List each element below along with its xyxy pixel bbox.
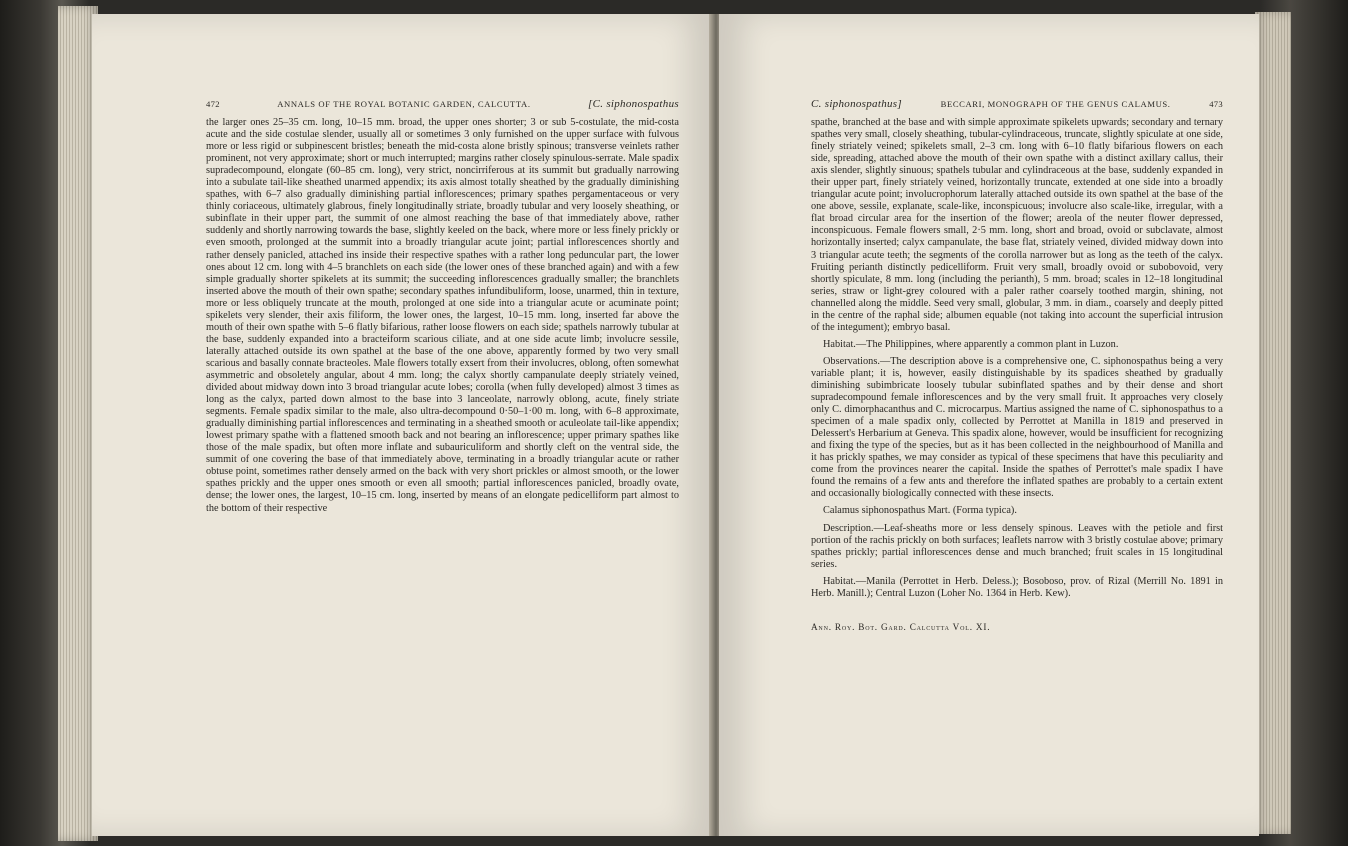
right-paragraph-description-2: Description.—Leaf-sheaths more or less densely spinous. Leaves with the petiole and first portion of the rachis prickly on both surfaces; leaflets narrow with 3 bristly costulae above; primary spathes prickly; partial inflorescences dense and much branched; fruit scales in 15 longitudinal series.	[811, 522, 1223, 570]
left-page	[92, 14, 713, 836]
right-paragraph-habitat: Habitat.—The Philippines, where apparently a common plant in Luzon.	[823, 338, 1119, 350]
right-section-label: C. siphonospathus]	[811, 98, 902, 110]
left-page-header	[206, 98, 679, 110]
right-paragraph-forma-typica: Calamus siphonospathus Mart. (Forma typica).	[823, 505, 1017, 517]
right-page-text	[811, 117, 1223, 600]
left-running-title: ANNALS OF THE ROYAL BOTANIC GARDEN, CALCUTTA.	[277, 99, 531, 109]
left-paragraph: the larger ones 25–35 cm. long, 10–15 mm. broad, the upper ones shorter; 3 or sub 5-costulate, the mid-costa acute and the side costulae slender, usually all or sometimes 3 only furnished on the upper surface with fulvous more or less rigid or subpinescent bristles; beneath the mid-costa alone bristly spinous; transverse veinlets rather prominent, not very approximate; short or much interrupted; margins rather closely spinulous-serrate. Male spadix supradecompound, elongate (60–85 cm. long), very strict, noncirriferous at its summit but gradually narrowing into a subulate tail-like sheathed unarmed appendix; its axis almost totally sheathed by the gradually diminishing spathes, with 6–7 also gradually diminishing partial inflorescences; primary spathes pergamentaceous or very thinly coriaceous, ultimately glabrous, finely longitudinally striate, broadly tubular and very loosely sheathing, or subinflate in their upper part, the summit of one almost reaching the base of that immediately above, rather suddenly and shortly narrowing towards the base, slightly keeled on the back, where more or less finely prickly or even smooth, prolonged at the summit into a broadly triangular acute joint; partial inflorescences shortly and rather densely panicled, attached ins inside their respective spathes with a rather long peduncular part, the lower ones about 12 cm. long with 4–5 branchlets on each side (the lower ones of these branched again) and with a few simple gradually shorter spikelets at its summit; the succeeding inflorescences gradually smaller; the branchlets inserted above the mouth of their own spathe; secondary spathes infundibuliform, loose, unarmed, thin in texture, more or less obliquely truncate at the mouth, prolonged at one side into a triangular acute or acuminate point; spikelets very slender, their axis filiform, the lower ones, the largest, 10–15 mm. long, inserted far above the mouth of their own spathe with 5–6 flatly bifarious, rather loose flowers on each side; spathels narrowly tubular at the base, suddenly expanded into a bracteiform scarious ciliate, and at one side acute limb; involucre sessile, laterally attached outside its own spathel at the base of the one above, apparently formed by two very small scarious and basally connate bracteoles. Male flowers totally exsert from their involucres, oblong, often somewhat asymmetric and obsoletely angular, about 4 mm. long; the calyx shortly campanulate deeply striately veined, divided about midway down into 3 broad triangular acute lobes; corolla (when fully developed) almost 3 times as long as the calyx, parted down almost to the base into 3 lanceolate, narrowly oblong, acute, finely striate segments. Female spadix similar to the male, also ultra-decompound 0·50–1·00 m. long, with 6–8 approximate, gradually diminishing partial inflorescences and terminating in a sheathed smooth or aculeolate tail-like appendix; lowest primary spathe with a flattened smooth back and not bearing an inflorescence; upper primary spathes like those of the male spadix, but often more inflate and subauriculiform and shortly cleft on the ventral side, the summit of one covering the base of that immediately above, terminating in a broadly triangular acute or rather obtuse point, sometimes rather densely armed on the back with very short prickles or almost smooth, or the lower spathes prickly and the upper ones smooth or even all smooth; partial inflorescences panicled, broadly ovate, dense; the lower ones, the largest, 10–15 cm. long, inserted by means of an elongate pedicelliform part almost to the bottom of their respective	[206, 117, 679, 514]
right-page-number: 473	[1209, 99, 1223, 109]
right-page-header	[811, 98, 1223, 110]
right-paragraph-habitat-2: Habitat.—Manila (Perrottet in Herb. Deless.); Bosoboso, prov. of Rizal (Merrill No. 1891 in Herb. Manill.); Central Luzon (Loher No. 1364 in Herb. Kew).	[811, 575, 1223, 599]
right-page-footer: Ann. Roy. Bot. Gard. Calcutta Vol. XI.	[811, 621, 991, 632]
right-page	[719, 14, 1259, 836]
left-page-number: 472	[206, 99, 220, 109]
left-section-label: [C. siphonospathus	[588, 98, 679, 110]
right-paragraph-observations: Observations.—The description above is a comprehensive one, C. siphonospathus being a very variable plant; it is, however, easily distinguishable by its spadices sheathed by gradually diminishing subimbricate loosely tubular subinflated spathes and by their dense and short supradecompound female inflorescences and by the very small fruit. It approaches very closely only C. dimorphacanthus and C. microcarpus. Martius assigned the name of C. siphonospathus to a specimen of a male spadix only, collected by Perrottet at Manilla in 1819 and preserved in Delessert's Herbarium at Geneva. This spadix alone, however, would be insufficient for recognizing and fixing the type of the species, but as it has been collected in the neighbourhood of Manilla and it has prickly spathes, we may consider as typical of these specimens that have this peculiarity and come from the provinces nearer the capital. Inside the spathes of Perrottet's male spadix I have found the remains of a few ants and therefore the inflated spathes are probably to a certain extent and occasionally biologically connected with these insects.	[811, 355, 1223, 500]
right-paragraph-description: spathe, branched at the base and with simple approximate spikelets upwards; secondary and ternary spathes very small, closely sheathing, tubular-cylindraceous, truncate, slightly spiculate at one side, finely striately veined; spikelets small, 2–3 cm. long with 6–10 flatly bifarious flowers on each side, spreading, attached above the mouth of their own spathe with a distinct axillary callus, their axis slender, slightly sinuous; spathels tubular and cylindraceous at the base, suddenly expanded in their upper part, finely striately veined, horizontally truncate, extended at one side into a broadly triangular acute point; involucrophorum laterally attached outside its own spathel at the base of the one above, sessile, explanate, scale-like, inconspicuous; involucre also scale-like, irregular, with a flat broad circular area for the insertion of the flower; areola of the neuter flower depressed, inconspicuous. Female flowers small, 2·5 mm. long, short and broad, ovoid or subclavate, almost horizontally inserted; calyx campanulate, the base flat, striately veined, divided midway down into 3 triangular acute teeth; the segments of the corolla narrower but as long as the teeth of the calyx. Fruiting perianth distinctly pedicelliform. Fruit very small, broadly ovoid or subobovoid, very shortly spiculate, 8 mm. long (including the perianth), 5 mm. broad; scales in 12–18 longitudinal series, straw or light-grey coloured with a paler rather coarsely toothed margin, shining, not channelled along the middle. Seed very small, globular, 3 mm. in diam., coarsely and deeply pitted in the centre of the raphal side; albumen equable (not taking into account the superficial intrusion of the integument); embryo basal.	[811, 117, 1223, 333]
page-edges-right	[1255, 12, 1291, 834]
left-page-text	[206, 117, 679, 515]
right-running-title: BECCARI, MONOGRAPH OF THE GENUS CALAMUS.	[940, 99, 1171, 109]
